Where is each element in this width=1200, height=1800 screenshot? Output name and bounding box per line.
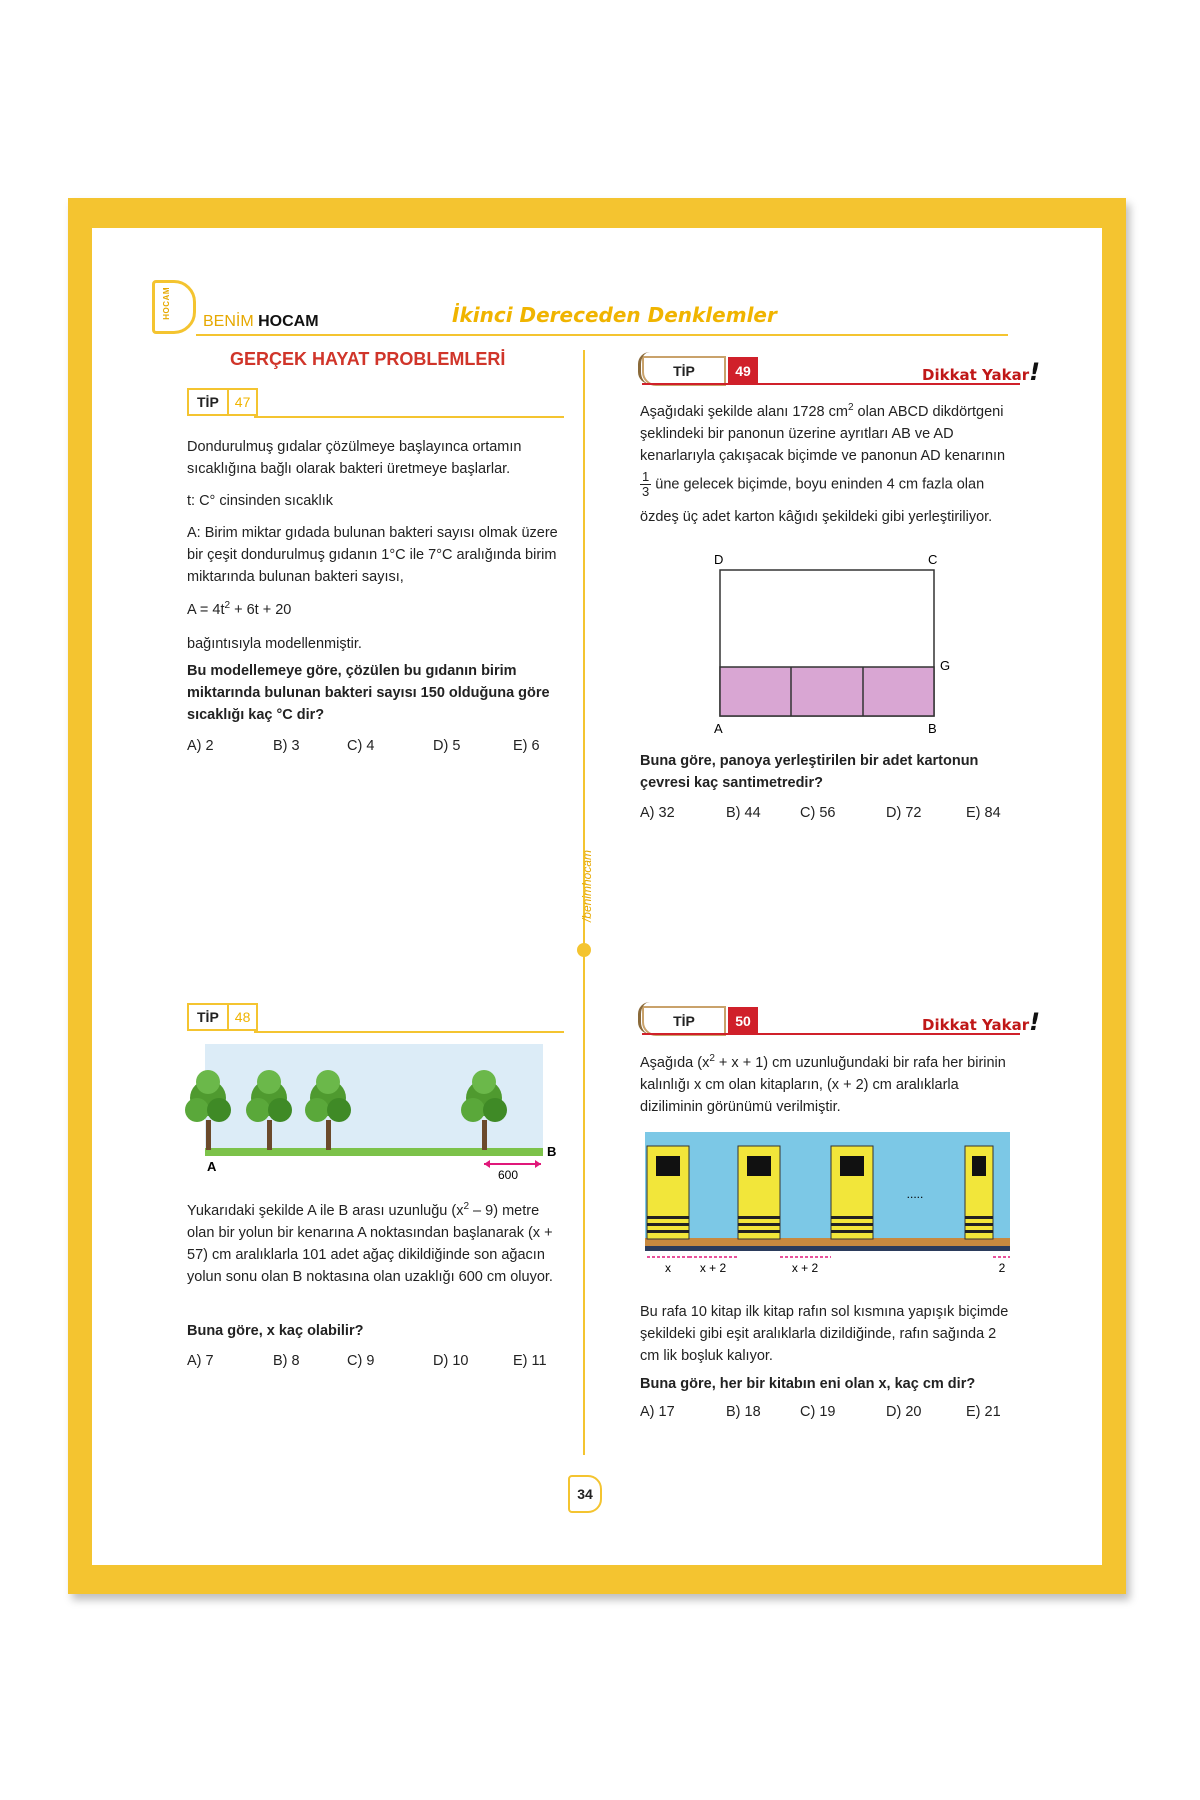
chapter-title: İkinci Dereceden Denklemler <box>452 303 777 327</box>
exclamation-icon: ! <box>1029 1008 1041 1036</box>
option-e[interactable]: E) 6 <box>513 738 540 754</box>
tip-number: 49 <box>728 357 758 385</box>
option-e[interactable]: E) 84 <box>966 805 1001 821</box>
dim-gap2-label: x + 2 <box>791 1261 819 1274</box>
q47-formula <box>187 599 567 621</box>
q49-exponent: 2 <box>847 402 854 414</box>
exclamation-icon: ! <box>1029 358 1041 386</box>
shelf-edge <box>645 1246 1010 1251</box>
q48-exponent: 2 <box>463 1201 470 1213</box>
arrow-head-right <box>535 1160 541 1168</box>
option-a[interactable]: A) 2 <box>187 738 214 754</box>
tip-number: 48 <box>227 1003 259 1031</box>
q49-intro-end: özdeş üç adet karton kâğıdı şekildeki gibi yerleştiriliyor. <box>640 509 993 525</box>
option-a[interactable]: A) 17 <box>640 1404 675 1420</box>
dikkat-text: Dikkat Yakar <box>922 366 1030 384</box>
brand-logo-text: HOCAM <box>162 287 171 320</box>
option-b[interactable]: B) 3 <box>273 738 300 754</box>
dim-end-label: 2 <box>998 1261 1006 1274</box>
brand-name <box>203 313 319 331</box>
distance-label: 600 <box>497 1168 519 1180</box>
book-2 <box>738 1146 780 1239</box>
formula-exponent: 2 <box>224 600 231 612</box>
option-c[interactable]: C) 56 <box>800 805 836 821</box>
option-e[interactable]: E) 11 <box>513 1353 547 1369</box>
q50-options <box>640 1404 1001 1420</box>
q49-intro-a: Aşağıdaki şekilde alanı 1728 cm <box>640 404 848 420</box>
grass-strip <box>205 1148 543 1156</box>
q48-body-b: – 9) metre olan bir yolun bir kenarına A noktasından başlanarak (x + 57) cm aralıklarla 101 adet ağaç dikildiğinde son ağacın yolun sonu olan B noktasına olan uzaklığı 600 cm oluyor. <box>187 1203 553 1285</box>
q48-body <box>187 1200 567 1288</box>
cardboard-strip <box>720 667 934 716</box>
fraction-one-third <box>640 470 651 499</box>
q49-intro <box>640 401 1018 467</box>
option-b[interactable]: B) 18 <box>726 1404 761 1420</box>
book-last <box>965 1146 993 1239</box>
dikkat-yakar-label <box>922 1008 1040 1036</box>
q48-question: Buna göre, x kaç olabilir? <box>187 1323 364 1339</box>
q49-options <box>640 805 1001 821</box>
sidebar-tag <box>574 850 594 960</box>
brand-logo <box>152 280 196 334</box>
option-c[interactable]: C) 4 <box>347 738 375 754</box>
q48-tree-road-figure <box>185 1040 565 1180</box>
tip-47-badge <box>187 388 258 416</box>
q47-variable-t: t: C° cinsinden sıcaklık <box>187 493 334 509</box>
label-d: D <box>714 552 724 567</box>
q47-model-note: bağıntısıyla modellenmiştir. <box>187 636 362 652</box>
tip-50-badge <box>642 1006 758 1036</box>
q50-intro-b: + x + 1) cm uzunluğundaki bir rafa her birinin kalınlığı x cm olan kitapların, (x + 2) cm aralıklarla diziliminin görünümü verilmiştir. <box>640 1055 1006 1115</box>
arrow-head-left <box>484 1160 490 1168</box>
tip-label: TİP <box>187 388 227 416</box>
q50-exponent: 2 <box>709 1053 715 1065</box>
q50-intro-a: Aşağıda (x <box>640 1055 710 1071</box>
dikkat-yakar-label <box>922 358 1040 386</box>
q49-question: Buna göre, panoya yerleştirilen bir adet kartonun çevresi kaç santimetredir? <box>640 753 979 791</box>
tip-label: TİP <box>187 1003 227 1031</box>
tip-number: 50 <box>728 1007 758 1035</box>
label-b: B <box>928 721 937 736</box>
formula-part-b: + 6t + 20 <box>230 602 292 618</box>
q49-intro-b: olan ABCD dikdörtgeni şeklindeki bir panonun üzerine ayrıtları AB ve AD kenarlarıyla çakışacak biçimde ve panonun AD kenarının <box>640 404 1006 464</box>
dim-x-label: x <box>665 1261 671 1274</box>
q50-question: Buna göre, her bir kitabın eni olan x, kaç cm dir? <box>640 1376 976 1392</box>
brand-first: BENİM <box>203 313 254 330</box>
fraction-numerator: 1 <box>642 469 650 484</box>
q50-shelf-figure <box>640 1126 1020 1274</box>
q47-intro: Dondurulmuş gıdalar çözülmeye başlayınca ortamın sıcaklığına bağlı olarak bakteri üretmeye başlarlar. <box>187 439 522 477</box>
q50-intro <box>640 1052 1018 1118</box>
sidebar-tag-text: /benimhocam <box>580 850 594 923</box>
dikkat-text: Dikkat Yakar <box>922 1016 1030 1034</box>
q49-fraction-text: üne gelecek biçimde, boyu eninden 4 cm fazla olan <box>651 476 985 493</box>
option-d[interactable]: D) 20 <box>886 1404 922 1420</box>
tip-48-badge <box>187 1003 258 1031</box>
option-d[interactable]: D) 72 <box>886 805 922 821</box>
q47-question: Bu modellemeye göre, çözülen bu gıdanın birim miktarında bulunan bakteri sayısı 150 olduğuna göre sıcaklığı kaç °C dir? <box>187 663 550 723</box>
tip-47-rule <box>254 416 564 418</box>
section-title: GERÇEK HAYAT PROBLEMLERİ <box>230 349 506 369</box>
option-c[interactable]: C) 19 <box>800 1404 836 1420</box>
option-c[interactable]: C) 9 <box>347 1353 375 1369</box>
option-a[interactable]: A) 32 <box>640 805 675 821</box>
tip-48-rule <box>254 1031 564 1033</box>
shelf-background <box>645 1132 1010 1240</box>
option-b[interactable]: B) 44 <box>726 805 761 821</box>
option-b[interactable]: B) 8 <box>273 1353 300 1369</box>
point-a-label: A <box>207 1159 217 1174</box>
option-e[interactable]: E) 21 <box>966 1404 1001 1420</box>
tip-label: TİP <box>642 356 726 386</box>
play-icon <box>577 943 591 957</box>
tip-label: TİP <box>642 1006 726 1036</box>
ellipsis-dots: ..... <box>906 1187 924 1201</box>
point-b-label: B <box>547 1144 557 1159</box>
brand-second: HOCAM <box>258 313 319 330</box>
option-d[interactable]: D) 5 <box>433 738 461 754</box>
q49-fraction-line <box>640 470 1018 499</box>
q47-variable-a: A: Birim miktar gıdada bulunan bakteri sayısı olmak üzere bir çeşit dondurulmuş gıdanın 1°C ile 7°C aralığında birim miktarında bulunan bakteri sayısı, <box>187 525 558 585</box>
label-a: A <box>714 721 723 736</box>
label-g: G <box>940 658 951 673</box>
q50-body: Bu rafa 10 kitap ilk kitap rafın sol kısmına yapışık biçimde şekildeki gibi eşit aralıklarla dizildiğinde, rafın sağında 2 cm lik boşluk kalıyor. <box>640 1304 1009 1364</box>
header-rule <box>196 334 1008 336</box>
fraction-denominator: 3 <box>642 484 650 499</box>
q49-rectangle-diagram <box>700 550 960 740</box>
tip-49-badge <box>642 356 758 386</box>
q47-options <box>187 738 540 754</box>
tip-number: 47 <box>227 388 259 416</box>
book-1 <box>647 1146 689 1239</box>
label-c: C <box>928 552 938 567</box>
option-d[interactable]: D) 10 <box>433 1353 469 1369</box>
formula-part-a: A = 4t <box>187 602 225 618</box>
q48-body-a: Yukarıdaki şekilde A ile B arası uzunluğu (x <box>187 1203 464 1219</box>
q48-options <box>187 1353 547 1369</box>
shelf-board <box>645 1238 1010 1246</box>
option-a[interactable]: A) 7 <box>187 1353 214 1369</box>
dim-gap1-label: x + 2 <box>699 1261 727 1274</box>
page-number: 34 <box>568 1475 602 1513</box>
book-3 <box>831 1146 873 1239</box>
